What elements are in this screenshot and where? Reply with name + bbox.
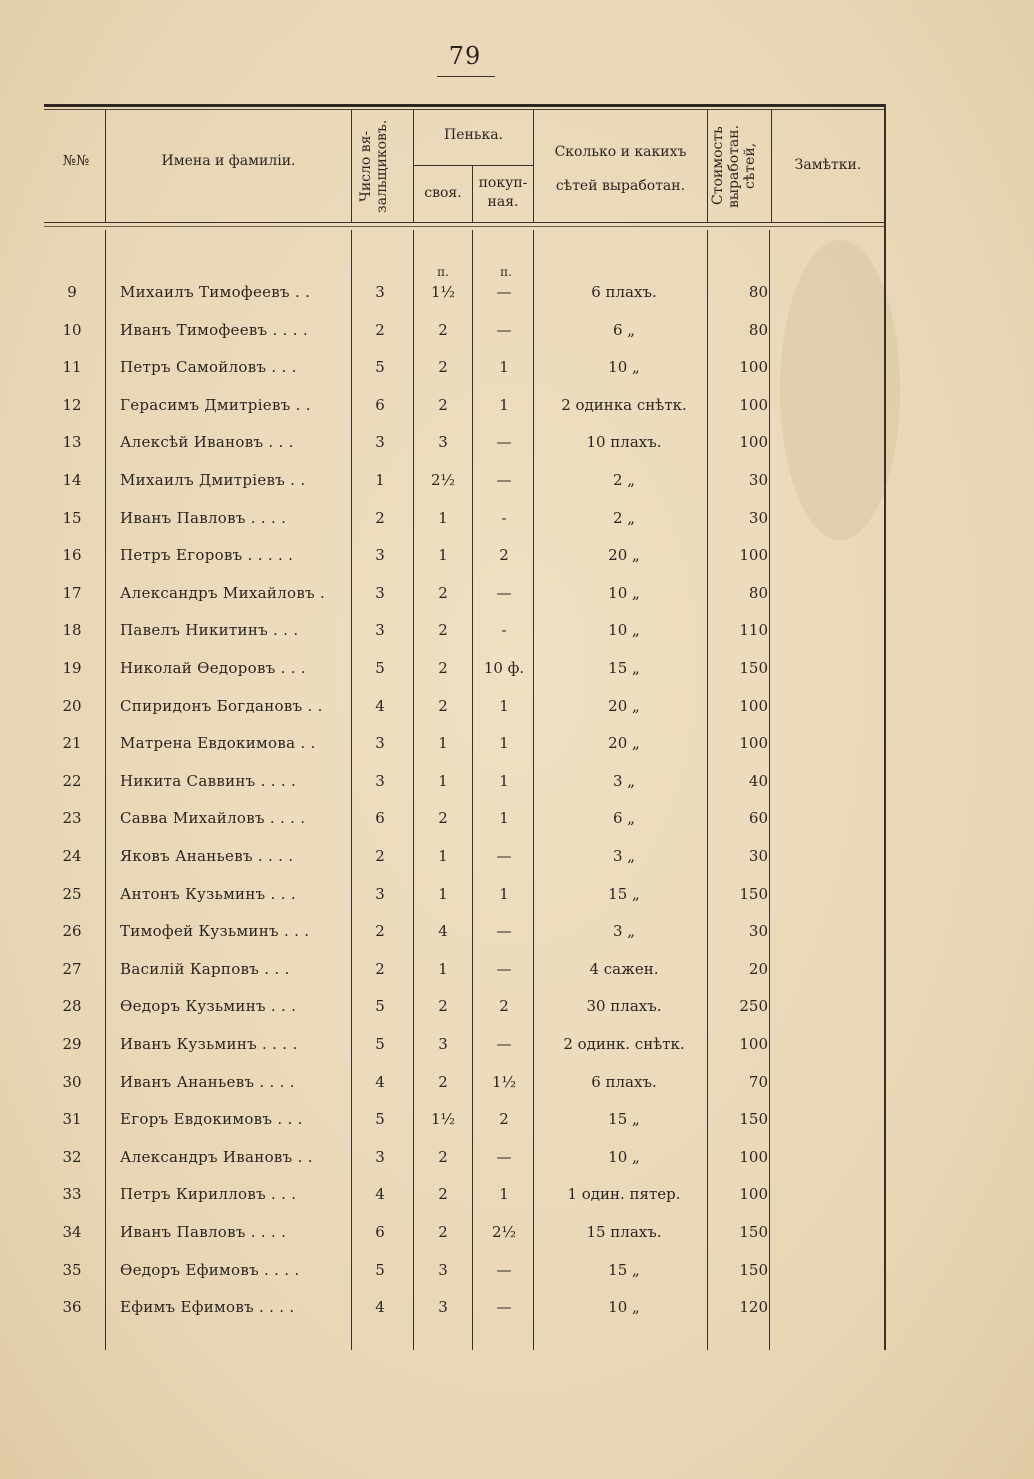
table-row	[44, 659, 886, 697]
nets-cost: 30	[748, 471, 768, 489]
nets-produced: 15 „	[608, 884, 640, 903]
worker-count: 3	[375, 546, 385, 565]
row-number: 31	[62, 1110, 82, 1129]
nets-produced: 3 „	[612, 847, 636, 865]
nets-cost: 30	[748, 508, 768, 527]
header-cost: Стоимость выработан. сѣтей,	[710, 124, 759, 208]
nets-cost: 250	[739, 997, 768, 1016]
row-number: 29	[62, 1035, 82, 1053]
nets-cost: 100	[739, 546, 768, 565]
nets-cost: 100	[739, 1185, 768, 1204]
table-row	[44, 885, 886, 923]
worker-count: 3	[375, 884, 385, 903]
worker-count: 4	[375, 1072, 385, 1091]
hemp-own: 2	[438, 1147, 448, 1166]
row-number: 23	[62, 809, 82, 828]
hemp-own: 3	[438, 1035, 448, 1053]
hemp-own: 2	[438, 809, 448, 828]
worker-count: 2	[375, 847, 385, 865]
row-number: 11	[62, 358, 82, 377]
worker-count: 6	[375, 395, 385, 414]
header-nets: Сколько и какихъ сѣтей выработан.	[554, 144, 687, 194]
worker-count: 2	[375, 508, 385, 527]
header-hemp-own: своя.	[424, 185, 462, 201]
header-name: Имена и фамиліи.	[161, 153, 296, 169]
row-number: 32	[62, 1147, 82, 1166]
person-name: Николай Өедоровъ . . .	[120, 659, 306, 677]
hemp-bought: 1½	[491, 1072, 517, 1091]
person-name: Савва Михайловъ . . . .	[120, 809, 306, 828]
row-number: 27	[62, 959, 82, 978]
nets-cost: 100	[739, 1147, 768, 1166]
nets-produced: 30 плахъ.	[586, 997, 662, 1016]
person-name: Иванъ Кузьминъ . . . .	[120, 1035, 298, 1053]
person-name: Михаилъ Дмитріевъ . .	[120, 471, 306, 489]
hemp-bought: 2	[499, 997, 509, 1016]
nets-produced: 15 „	[608, 1260, 640, 1279]
table-row	[44, 1035, 886, 1073]
nets-produced: 6 плахъ.	[591, 1072, 657, 1091]
column-divider	[707, 110, 708, 222]
nets-produced: 6 „	[612, 320, 636, 339]
row-number: 10	[62, 320, 82, 339]
header-hemp-bought: покуп- ная.	[478, 175, 528, 210]
row-number: 35	[62, 1260, 82, 1279]
hemp-bought: 2	[499, 546, 509, 565]
person-name: Иванъ Павловъ . . . .	[120, 508, 287, 527]
worker-count: 4	[375, 1298, 385, 1317]
hemp-bought: 10 ф.	[483, 659, 525, 677]
hemp-bought: 1	[499, 734, 509, 753]
nets-produced: 10 „	[608, 1147, 640, 1166]
hemp-bought: 1	[499, 358, 509, 377]
hemp-bought: 1	[499, 1185, 509, 1204]
row-number: 24	[62, 847, 82, 865]
person-name: Иванъ Павловъ . . . .	[120, 1223, 287, 1241]
table-row	[44, 621, 886, 659]
hemp-own: 2	[438, 583, 448, 602]
hemp-own: 2	[438, 997, 448, 1016]
hemp-own: 1	[438, 847, 448, 865]
nets-produced: 2 одинка снѣтк.	[561, 395, 687, 414]
worker-count: 4	[375, 1185, 385, 1204]
worker-count: 5	[375, 1035, 385, 1053]
hemp-own: 1	[438, 771, 448, 790]
hemp-own: 4	[438, 922, 448, 941]
nets-produced: 6 плахъ.	[591, 283, 657, 301]
nets-cost: 80	[748, 583, 768, 602]
hemp-subheader-rule	[413, 165, 533, 166]
nets-produced: 2 „	[612, 471, 636, 489]
unit-label-bought: п.	[500, 265, 512, 279]
worker-count: 6	[375, 809, 385, 828]
header-bottom-rule	[44, 222, 886, 223]
header-hemp: Пенька.	[444, 127, 503, 143]
person-name: Алексѣй Ивановъ . . .	[120, 433, 294, 452]
nets-cost: 100	[739, 433, 768, 452]
table-row	[44, 809, 886, 847]
person-name: Петръ Кирилловъ . . .	[120, 1185, 297, 1204]
column-divider	[351, 110, 352, 222]
table-row	[44, 1223, 886, 1261]
hemp-own: 1	[438, 508, 448, 527]
nets-cost: 100	[739, 358, 768, 377]
nets-cost: 100	[739, 696, 768, 715]
table-row	[44, 358, 886, 396]
page-number: 79	[448, 42, 482, 70]
person-name: Александръ Ивановъ . .	[120, 1147, 313, 1166]
person-name: Өедоръ Кузьминъ . . .	[120, 997, 297, 1016]
hemp-own: 2	[438, 1223, 448, 1241]
hemp-bought: -	[501, 508, 507, 527]
person-name: Павелъ Никитинъ . . .	[120, 621, 299, 640]
header-worker-count: Число вя- зальщиковъ.	[358, 119, 391, 213]
person-name: Александръ Михайловъ .	[120, 583, 326, 602]
hemp-own: 2	[438, 1072, 448, 1091]
table-row	[44, 509, 886, 547]
table-row	[44, 1261, 886, 1299]
table-top-rule	[44, 104, 886, 107]
row-number: 28	[62, 997, 82, 1016]
worker-count: 5	[375, 659, 385, 677]
worker-count: 1	[375, 471, 385, 489]
hemp-own: 1	[438, 959, 448, 978]
hemp-own: 3	[438, 1260, 448, 1279]
hemp-bought: —	[496, 1260, 512, 1279]
table-row	[44, 1073, 886, 1111]
hemp-bought: —	[496, 471, 512, 489]
hemp-bought: —	[496, 1035, 512, 1053]
nets-produced: 10 „	[608, 1298, 640, 1317]
worker-count: 3	[375, 433, 385, 452]
table-row	[44, 1148, 886, 1186]
person-name: Петръ Егоровъ . . . . .	[120, 546, 294, 565]
row-number: 9	[67, 283, 77, 301]
nets-cost: 150	[739, 659, 768, 677]
hemp-own: 2	[438, 621, 448, 640]
nets-produced: 10 „	[608, 583, 640, 602]
hemp-own: 2	[438, 320, 448, 339]
row-number: 12	[62, 395, 82, 414]
table-row	[44, 471, 886, 509]
person-name: Петръ Самойловъ . . .	[120, 358, 297, 377]
person-name: Василій Карповъ . . .	[120, 959, 290, 978]
nets-produced: 3 „	[612, 922, 636, 941]
hemp-bought: —	[496, 583, 512, 602]
nets-cost: 100	[739, 395, 768, 414]
hemp-bought: —	[496, 847, 512, 865]
table-row	[44, 584, 886, 622]
nets-cost: 20	[748, 959, 768, 978]
hemp-bought: 1	[499, 395, 509, 414]
table-row	[44, 1298, 886, 1336]
nets-produced: 15 „	[608, 659, 640, 677]
table-row	[44, 960, 886, 998]
hemp-bought: 1	[499, 809, 509, 828]
nets-produced: 15 „	[608, 1110, 640, 1129]
table-row	[44, 734, 886, 772]
table-row	[44, 1185, 886, 1223]
worker-count: 3	[375, 583, 385, 602]
worker-count: 5	[375, 358, 385, 377]
hemp-bought: 2½	[491, 1223, 517, 1241]
worker-count: 2	[375, 959, 385, 978]
worker-count: 6	[375, 1223, 385, 1241]
row-number: 19	[62, 659, 82, 677]
nets-cost: 70	[748, 1072, 768, 1091]
hemp-bought: —	[496, 959, 512, 978]
hemp-bought: -	[501, 621, 507, 640]
table-row	[44, 772, 886, 810]
unit-label-own: п.	[437, 265, 449, 279]
nets-cost: 100	[739, 734, 768, 753]
worker-count: 4	[375, 696, 385, 715]
row-number: 30	[62, 1072, 82, 1091]
worker-count: 2	[375, 922, 385, 941]
row-number: 15	[62, 508, 82, 527]
row-number: 18	[62, 621, 82, 640]
row-number: 25	[62, 884, 82, 903]
hemp-bought: —	[496, 922, 512, 941]
row-number: 21	[62, 734, 82, 753]
person-name: Өедоръ Ефимовъ . . . .	[120, 1260, 300, 1279]
nets-produced: 10 „	[608, 621, 640, 640]
person-name: Иванъ Тимофеевъ . . . .	[120, 320, 309, 339]
nets-produced: 15 плахъ.	[586, 1223, 662, 1241]
header-number: №№	[62, 153, 90, 169]
person-name: Герасимъ Дмитріевъ . .	[120, 395, 311, 414]
row-number: 36	[62, 1298, 82, 1317]
row-number: 14	[62, 471, 82, 489]
header-notes: Замѣтки.	[794, 157, 862, 173]
row-number: 34	[62, 1223, 82, 1241]
hemp-own: 2	[438, 395, 448, 414]
nets-produced: 10 плахъ.	[586, 433, 662, 452]
nets-produced: 1 один. пятер.	[567, 1185, 681, 1204]
hemp-own: 1	[438, 546, 448, 565]
hemp-bought: 2	[499, 1110, 509, 1129]
person-name: Матрена Евдокимова . .	[120, 734, 316, 753]
nets-cost: 150	[739, 1110, 768, 1129]
hemp-bought: 1	[499, 884, 509, 903]
person-name: Иванъ Ананьевъ . . . .	[120, 1072, 295, 1091]
hemp-own: 2	[438, 659, 448, 677]
table-row	[44, 847, 886, 885]
hemp-own: 1½	[430, 1110, 456, 1129]
nets-produced: 2 одинк. снѣтк.	[563, 1035, 685, 1053]
worker-count: 2	[375, 320, 385, 339]
hemp-bought: 1	[499, 771, 509, 790]
nets-produced: 20 „	[608, 734, 640, 753]
page-number-underline	[437, 76, 495, 77]
row-number: 20	[62, 696, 82, 715]
person-name: Антонъ Кузьминъ . . .	[120, 884, 296, 903]
hemp-bought: —	[496, 433, 512, 452]
nets-cost: 30	[748, 922, 768, 941]
table-row	[44, 697, 886, 735]
hemp-bought: —	[496, 320, 512, 339]
hemp-own: 1	[438, 884, 448, 903]
worker-count: 5	[375, 1260, 385, 1279]
worker-count: 3	[375, 1147, 385, 1166]
hemp-bought: —	[496, 283, 512, 301]
row-number: 13	[62, 433, 82, 452]
table-row	[44, 1110, 886, 1148]
nets-cost: 150	[739, 1260, 768, 1279]
table-row	[44, 546, 886, 584]
nets-produced: 6 „	[612, 809, 636, 828]
nets-produced: 10 „	[608, 358, 640, 377]
table-row	[44, 922, 886, 960]
table-row	[44, 283, 886, 321]
hemp-bought: —	[496, 1298, 512, 1317]
nets-cost: 80	[748, 283, 768, 301]
table-row	[44, 433, 886, 471]
nets-cost: 100	[739, 1035, 768, 1053]
person-name: Тимофей Кузьминъ . . .	[120, 922, 310, 941]
worker-count: 3	[375, 621, 385, 640]
hemp-own: 2	[438, 696, 448, 715]
table-row	[44, 396, 886, 434]
nets-cost: 150	[739, 1223, 768, 1241]
nets-cost: 80	[748, 320, 768, 339]
nets-produced: 20 „	[608, 546, 640, 565]
nets-produced: 20 „	[608, 696, 640, 715]
hemp-own: 2	[438, 1185, 448, 1204]
hemp-own: 1	[438, 734, 448, 753]
hemp-own: 3	[438, 1298, 448, 1317]
person-name: Ефимъ Ефимовъ . . . .	[120, 1298, 295, 1317]
table-row	[44, 997, 886, 1035]
worker-count: 5	[375, 1110, 385, 1129]
person-name: Никита Саввинъ . . . .	[120, 771, 297, 790]
person-name: Яковъ Ананьевъ . . . .	[120, 847, 294, 865]
nets-cost: 120	[739, 1298, 768, 1317]
nets-cost: 60	[748, 809, 768, 828]
table-row	[44, 321, 886, 359]
table-top-rule-thin	[44, 109, 886, 110]
row-number: 33	[62, 1185, 82, 1204]
row-number: 22	[62, 771, 82, 790]
worker-count: 5	[375, 997, 385, 1016]
hemp-own: 3	[438, 433, 448, 452]
nets-produced: 2 „	[612, 508, 636, 527]
nets-cost: 150	[739, 884, 768, 903]
nets-cost: 40	[748, 771, 768, 790]
hemp-own: 2	[438, 358, 448, 377]
hemp-bought: —	[496, 1147, 512, 1166]
row-number: 17	[62, 583, 82, 602]
person-name: Егоръ Евдокимовъ . . .	[120, 1110, 303, 1129]
hemp-own: 2½	[430, 471, 456, 489]
person-name: Спиридонъ Богдановъ . .	[120, 696, 323, 715]
hemp-bought: 1	[499, 696, 509, 715]
person-name: Михаилъ Тимофеевъ . .	[120, 283, 311, 301]
nets-cost: 110	[739, 621, 768, 640]
worker-count: 3	[375, 283, 385, 301]
row-number: 26	[62, 922, 82, 941]
nets-cost: 30	[748, 847, 768, 865]
header-bottom-rule-second	[44, 226, 886, 227]
row-number: 16	[62, 546, 82, 565]
hemp-own: 1½	[430, 283, 456, 301]
nets-produced: 4 сажен.	[589, 959, 659, 978]
nets-produced: 3 „	[612, 771, 636, 790]
worker-count: 3	[375, 771, 385, 790]
worker-count: 3	[375, 734, 385, 753]
